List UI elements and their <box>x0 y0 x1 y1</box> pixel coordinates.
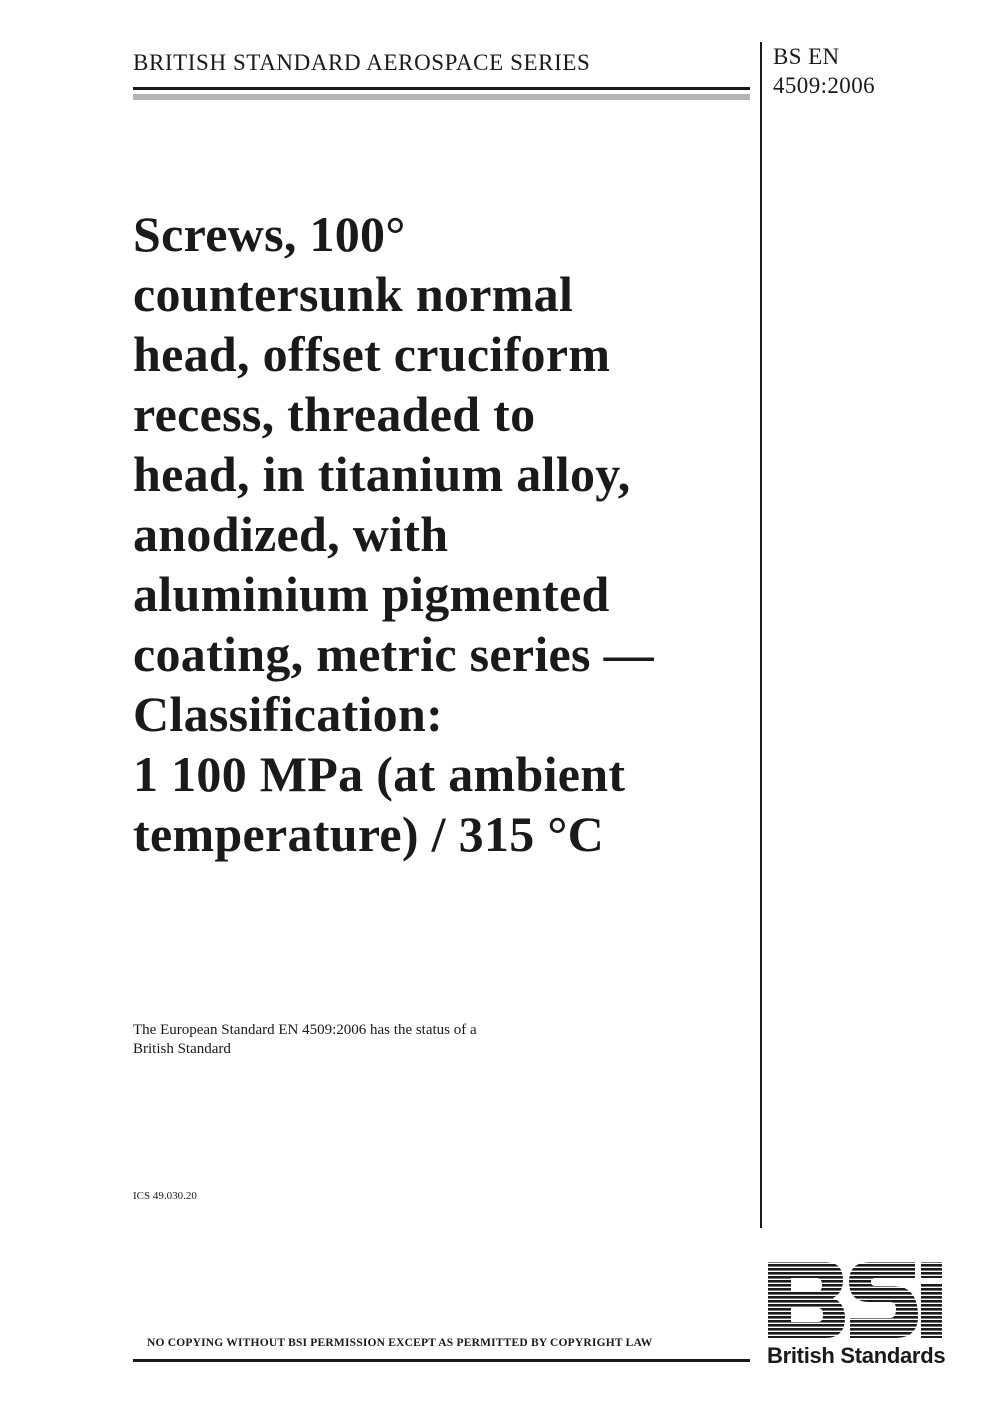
bsi-brand-name: British Standards <box>767 1343 946 1368</box>
title-line: 1 100 MPa (at ambient <box>133 746 626 802</box>
title-line: head, in titanium alloy, <box>133 446 631 502</box>
ics-code: ICS 49.030.20 <box>133 1190 197 1202</box>
copyright-notice: NO COPYING WITHOUT BSI PERMISSION EXCEPT AS PERMITTED BY COPYRIGHT LAW <box>147 1337 653 1349</box>
header-rule-grey <box>133 94 750 100</box>
title-line: coating, metric series — <box>133 626 654 682</box>
status-note-line: The European Standard EN 4509:2006 has the status of a <box>133 1022 477 1038</box>
title-line: head, offset cruciform <box>133 326 611 382</box>
standard-number <box>773 42 875 100</box>
standard-number-prefix: BS EN <box>773 44 840 69</box>
title-line: temperature) / 315 °C <box>133 806 605 862</box>
title-line: aluminium pigmented <box>133 566 610 622</box>
status-note <box>133 1021 477 1059</box>
title-line: recess, threaded to <box>133 386 536 442</box>
title-line: Screws, 100° <box>133 206 406 262</box>
title-line: countersunk normal <box>133 266 574 322</box>
standard-number-code: 4509:2006 <box>773 73 875 98</box>
title-line: anodized, with <box>133 506 449 562</box>
status-note-line: British Standard <box>133 1041 231 1057</box>
margin-vertical-rule <box>760 42 762 1228</box>
title-line: Classification: <box>133 686 444 742</box>
header-rule-thick <box>133 87 750 90</box>
document-title <box>133 204 748 864</box>
series-title: BRITISH STANDARD AEROSPACE SERIES <box>133 50 591 75</box>
footer-rule <box>133 1359 750 1362</box>
